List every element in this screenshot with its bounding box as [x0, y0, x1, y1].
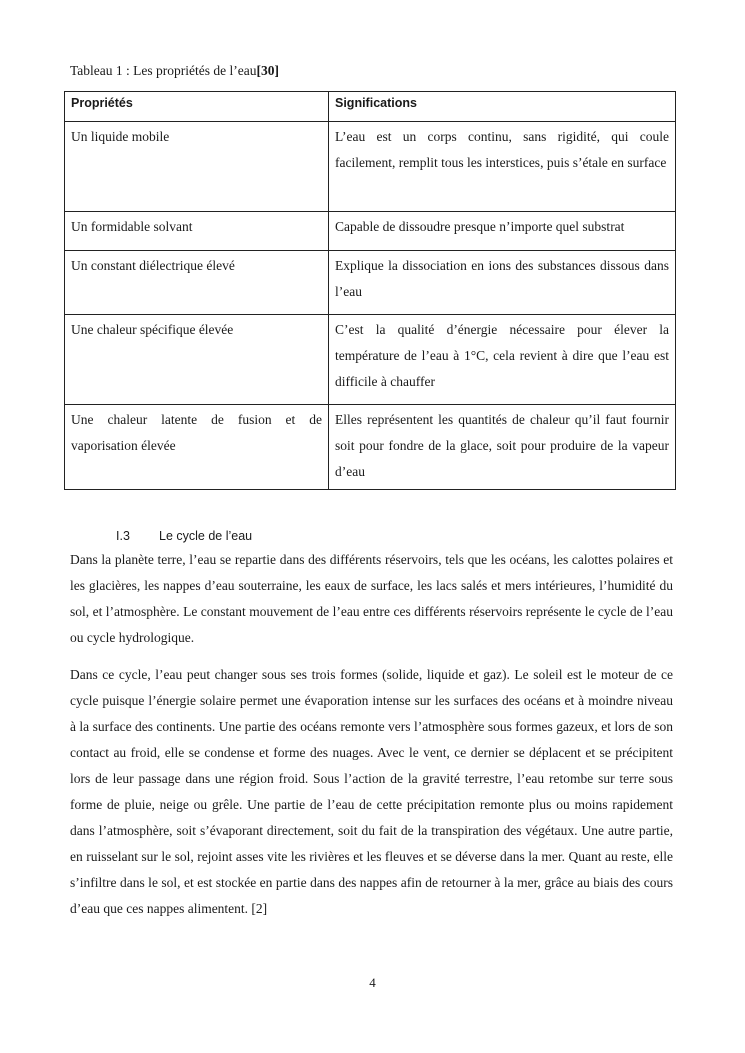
table-row	[65, 251, 676, 315]
properties-table	[64, 91, 676, 490]
page-number: 4	[369, 975, 376, 990]
table-row	[65, 405, 676, 490]
table-caption-reference: [30]	[256, 63, 279, 78]
section-title: Le cycle de l’eau	[159, 529, 253, 543]
property-cell: Un constant diélectrique élevé	[65, 251, 329, 315]
signification-cell: Elles représentent les quantités de chaleur qu’il faut fournir soit pour fondre de la glace, soit pour produire de la vapeur d’eau	[329, 405, 676, 490]
header-proprietes: Propriétés	[65, 92, 329, 122]
body-paragraph: Dans ce cycle, l’eau peut changer sous ses trois formes (solide, liquide et gaz). Le soleil est le moteur de ce cycle puisque l’énergie solaire permet une évaporation intense sur les surfaces des océans et à moindre niveau à la surface des continents. Une partie des océans remonte vers l’atmosphère sous formes gazeux, et lors de son contact au froid, elle se condense et forme des nuages. Avec le vent, ce dernier se déplacent et se précipitent lors de leur passage dans une région froid. Sous l’action de la gravité terrestre, l’eau retombe sur terre sous forme de pluie, neige ou grêle. Une partie de l’eau de cette précipitation remonte plus ou moins rapidement dans l’atmosphère, soit s’évaporant directement, soit du fait de la transpiration des végétaux. Une autre partie, en ruisselant sur le sol, rejoint asses vite les rivières et les fleuves et se déverse dans la mer. Quant au reste, elle s’infiltre dans le sol, et est stockée en partie dans des nappes afin de retourner à la mer, grâce au biais des cours d’eau que ces nappes alimentent. [2]	[70, 667, 673, 916]
property-cell: Une chaleur spécifique élevée	[65, 315, 329, 405]
table-row	[65, 212, 676, 251]
property-cell: Un liquide mobile	[65, 122, 329, 212]
section-heading	[116, 527, 252, 545]
property-cell: Une chaleur latente de fusion et de vaporisation élevée	[65, 405, 329, 490]
header-significations: Significations	[329, 92, 676, 122]
body-paragraph: Dans la planète terre, l’eau se repartie dans des différents réservoirs, tels que les océans, les calottes polaires et les glacières, les nappes d’eau souterraine, les eaux de surface, les lacs salés et mers intérieures, l’humidité du sol, et l’atmosphère. Le constant mouvement de l’eau entre ces différents réservoirs représente le cycle de l’eau ou cycle hydrologique.	[70, 552, 673, 645]
signification-cell: Explique la dissociation en ions des substances dissous dans l’eau	[329, 251, 676, 315]
signification-cell: Capable de dissoudre presque n’importe quel substrat	[329, 212, 676, 251]
table-caption-text: Tableau 1 : Les propriétés de l’eau	[70, 63, 257, 78]
table-row	[65, 122, 676, 212]
table-header-row	[65, 92, 676, 122]
signification-cell: C’est la qualité d’énergie nécessaire pour élever la température de l’eau à 1°C, cela revient à dire que l’eau est difficile à chauffer	[329, 315, 676, 405]
section-number: I.3	[116, 529, 130, 543]
signification-cell: L’eau est un corps continu, sans rigidité, qui coule facilement, remplit tous les interstices, puis s’étale en surface	[329, 122, 676, 212]
property-cell: Un formidable solvant	[65, 212, 329, 251]
table-row	[65, 315, 676, 405]
table-caption	[70, 62, 279, 80]
